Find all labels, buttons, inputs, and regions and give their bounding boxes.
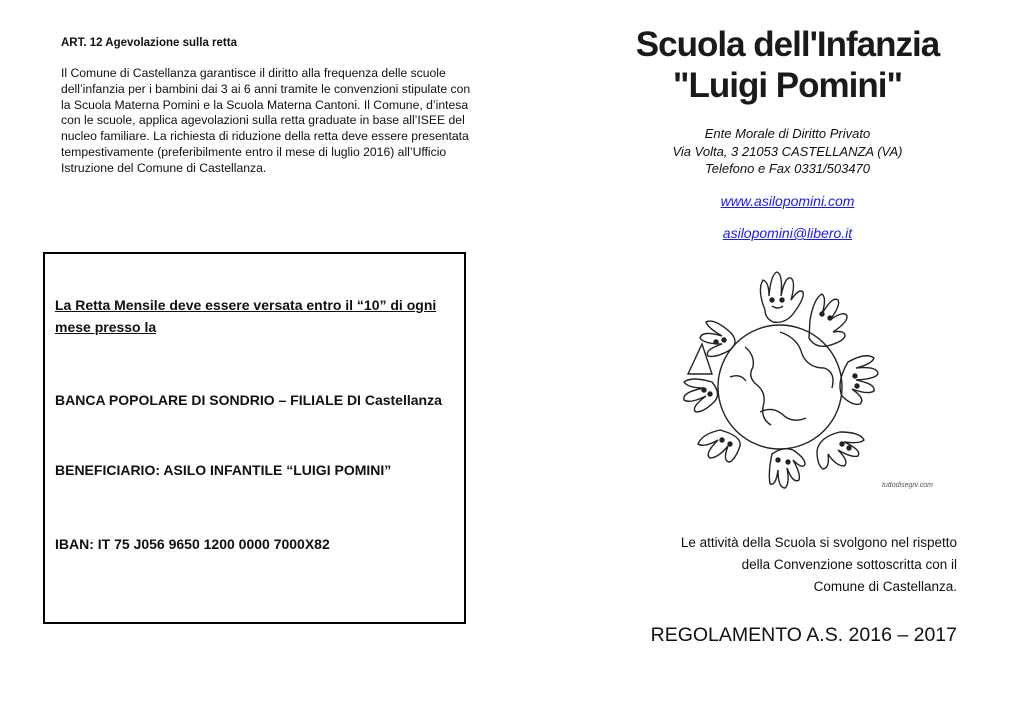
hand-icon xyxy=(769,449,805,488)
article-title: ART. 12 Agevolazione sulla retta xyxy=(61,37,237,49)
payment-heading xyxy=(55,294,436,338)
globe-icon xyxy=(718,325,842,449)
globe-hands-illustration xyxy=(660,262,900,502)
illustration-watermark: tuttodisegni.com xyxy=(882,482,933,489)
info-line: Telefono e Fax 0331/503470 xyxy=(704,161,871,176)
school-title xyxy=(620,24,955,106)
payment-info-box xyxy=(43,252,466,624)
article-line: dell’infanzia per i bambini dai 3 ai 6 anni tramite le convenzioni stipulate con xyxy=(61,81,471,96)
article-line: la Scuola Materna Pomini e la Scuola Materna Cantoni. Il Comune, d’intesa xyxy=(61,97,469,112)
hand-icon xyxy=(840,356,878,405)
article-body xyxy=(61,66,481,177)
note-line: Le attività della Scuola si svolgono nel rispetto xyxy=(680,535,957,550)
website-link[interactable]: www.asilopomini.com xyxy=(720,193,855,209)
hand-icon xyxy=(809,294,847,346)
info-line: Via Volta, 3 21053 CASTELLANZA (VA) xyxy=(672,143,903,159)
school-title-line: Scuola dell'Infanzia xyxy=(635,25,940,64)
rules-note xyxy=(620,532,957,598)
party-hat-icon xyxy=(688,344,712,374)
article-line: Istruzione del Comune di Castellanza. xyxy=(61,160,267,175)
hand-icon xyxy=(817,432,864,469)
article-line: Il Comune di Castellanza garantisce il diritto alla frequenza delle scuole xyxy=(61,66,446,80)
school-title-line: "Luigi Pomini" xyxy=(672,66,903,105)
iban: IBAN: IT 75 J056 9650 1200 0000 7000X82 xyxy=(55,536,330,552)
article-line: nucleo familiare. La richiesta di riduzione della retta deve essere presentata xyxy=(61,129,469,144)
beneficiary: BENEFICIARIO: ASILO INFANTILE “LUIGI POMINI” xyxy=(55,462,392,478)
bank-name: BANCA POPOLARE DI SONDRIO – FILIALE DI Castellanza xyxy=(55,392,442,408)
article-line: tempestivamente (preferibilmente entro il mese di luglio 2016) all’Ufficio xyxy=(61,144,447,159)
hand-icon xyxy=(760,272,803,322)
school-contact-info xyxy=(640,125,935,178)
email-link[interactable]: asilopomini@libero.it xyxy=(722,225,853,241)
info-line: Ente Morale di Diritto Privato xyxy=(704,126,871,141)
payment-heading-line: La Retta Mensile deve essere versata entro il “10” di ogni xyxy=(55,297,437,313)
hand-icon xyxy=(684,379,718,412)
article-line: con le scuole, applica agevolazioni sulla retta graduate in base all’ISEE del xyxy=(61,113,465,128)
note-line: Comune di Castellanza. xyxy=(813,579,957,594)
hand-icon xyxy=(698,430,740,462)
note-line: della Convenzione sottoscritta con il xyxy=(741,557,957,572)
payment-heading-line: mese presso la xyxy=(55,319,157,335)
regulation-title: REGOLAMENTO A.S. 2016 – 2017 xyxy=(650,624,957,646)
